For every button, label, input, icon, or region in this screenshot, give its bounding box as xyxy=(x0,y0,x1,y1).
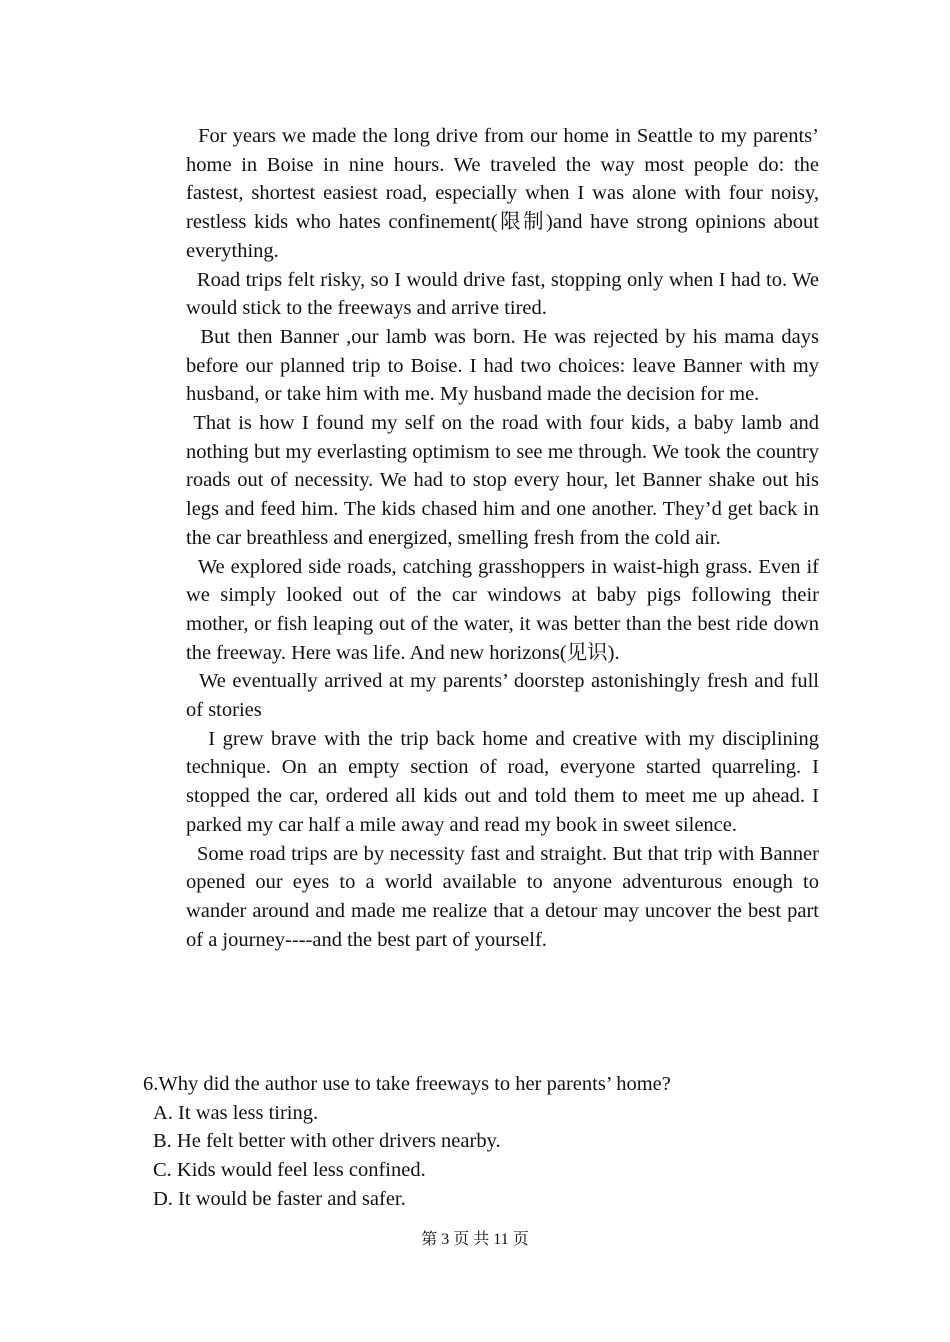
passage-paragraph: I grew brave with the trip back home and creative with my disciplining technique. On an empty section of road, everyone started quarreling. I stopped the car, ordered all kids out and told them to meet me up ahead. I parked my car half a mile away and read my book in sweet silence. xyxy=(186,727,819,836)
answer-option-d: D. It would be faster and safer. xyxy=(153,1187,406,1210)
passage-paragraph: We eventually arrived at my parents’ doorstep astonishingly fresh and full of stories xyxy=(186,670,819,722)
reading-passage xyxy=(186,122,819,954)
answer-option-c: C. Kids would feel less confined. xyxy=(153,1159,426,1182)
question-6 xyxy=(143,1070,843,1214)
passage-paragraph: We explored side roads, catching grasshoppers in waist-high grass. Even if we simply looked out of the car windows at baby pigs following their mother, or fish leaping out of the water, it was better than the best ride down the freeway. Here was life. And new horizons(见识). xyxy=(186,555,819,664)
answer-option-a: A. It was less tiring. xyxy=(153,1101,319,1124)
passage-paragraph: Road trips felt risky, so I would drive fast, stopping only when I had to. We would stick to the freeways and arrive tired. xyxy=(186,268,819,320)
question-stem: 6.Why did the author use to take freeways to her parents’ home? xyxy=(143,1073,671,1095)
answer-option-b: B. He felt better with other drivers nearby. xyxy=(153,1130,501,1153)
passage-paragraph: For years we made the long drive from our home in Seattle to my parents’ home in Boise in nine hours. We traveled the way most people do: the fastest, shortest easiest road, especially when I was alone with four noisy, restless kids who hates confinement(限制)and have strong opinions about everything. xyxy=(186,125,819,262)
page-number-footer: 第 3 页 共 11 页 xyxy=(421,1231,529,1248)
passage-paragraph: Some road trips are by necessity fast and straight. But that trip with Banner opened our eyes to a world available to anyone adventurous enough to wander around and made me realize that a detour may uncover the best part of a journey----and the best part of yourself. xyxy=(186,842,819,951)
passage-paragraph: That is how I found my self on the road with four kids, a baby lamb and nothing but my everlasting optimism to see me through. We took the country roads out of necessity. We had to stop every hour, let Banner shake out his legs and feed him. The kids chased him and one another. They’d get back in the car breathless and energized, smelling fresh from the cold air. xyxy=(186,412,819,549)
passage-paragraph: But then Banner ,our lamb was born. He was rejected by his mama days before our planned trip to Boise. I had two choices: leave Banner with my husband, or take him with me. My husband made the decision for me. xyxy=(186,325,819,406)
